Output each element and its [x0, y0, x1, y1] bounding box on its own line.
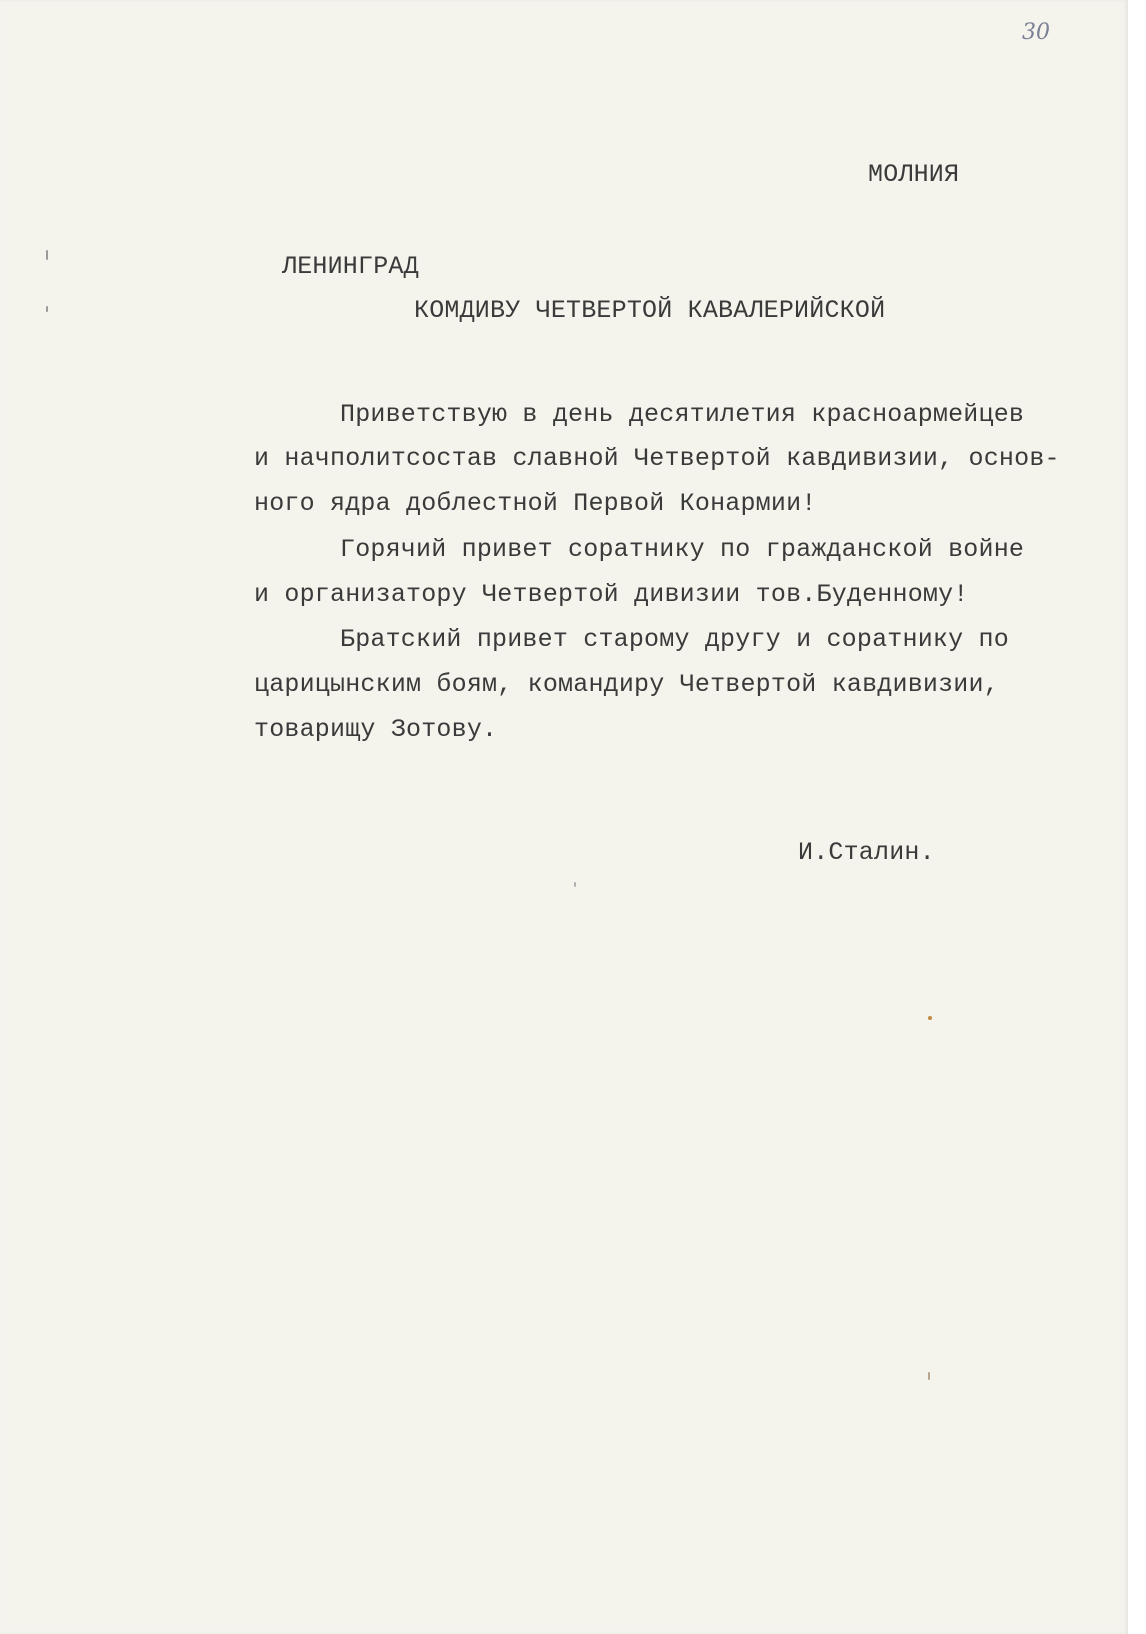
address-city: ЛЕНИНГРАД — [282, 252, 419, 281]
body-line: и организатору Четвертой дивизии тов.Буденному! — [254, 580, 969, 609]
paper-speck — [928, 1016, 932, 1020]
paper-speck — [574, 882, 576, 887]
body-line: Братский привет старому другу и соратнику по — [340, 625, 1009, 654]
scan-margin — [1128, 0, 1146, 1634]
body-line: царицынским боям, командиру Четвертой кавдивизии, — [254, 670, 999, 699]
body-line: Горячий привет соратнику по гражданской войне — [340, 535, 1025, 564]
body-line: Приветствую в день десятилетия красноармейцев — [340, 400, 1025, 429]
body-line: ного ядра доблестной Первой Конармии! — [254, 489, 817, 518]
paper-speck — [46, 306, 48, 312]
paper-speck — [46, 250, 48, 260]
address-recipient: КОМДИВУ ЧЕТВЕРТОЙ КАВАЛЕРИЙСКОЙ — [414, 296, 886, 325]
body-line: товарищу Зотову. — [254, 715, 498, 744]
page-number: 30 — [1022, 20, 1050, 45]
paper-speck — [928, 1372, 930, 1380]
signature: И.Сталин. — [798, 838, 935, 867]
body-line: и начполитсостав славной Четвертой кавдивизии, основ- — [254, 444, 1060, 473]
urgency-mark: МОЛНИЯ — [868, 160, 960, 189]
